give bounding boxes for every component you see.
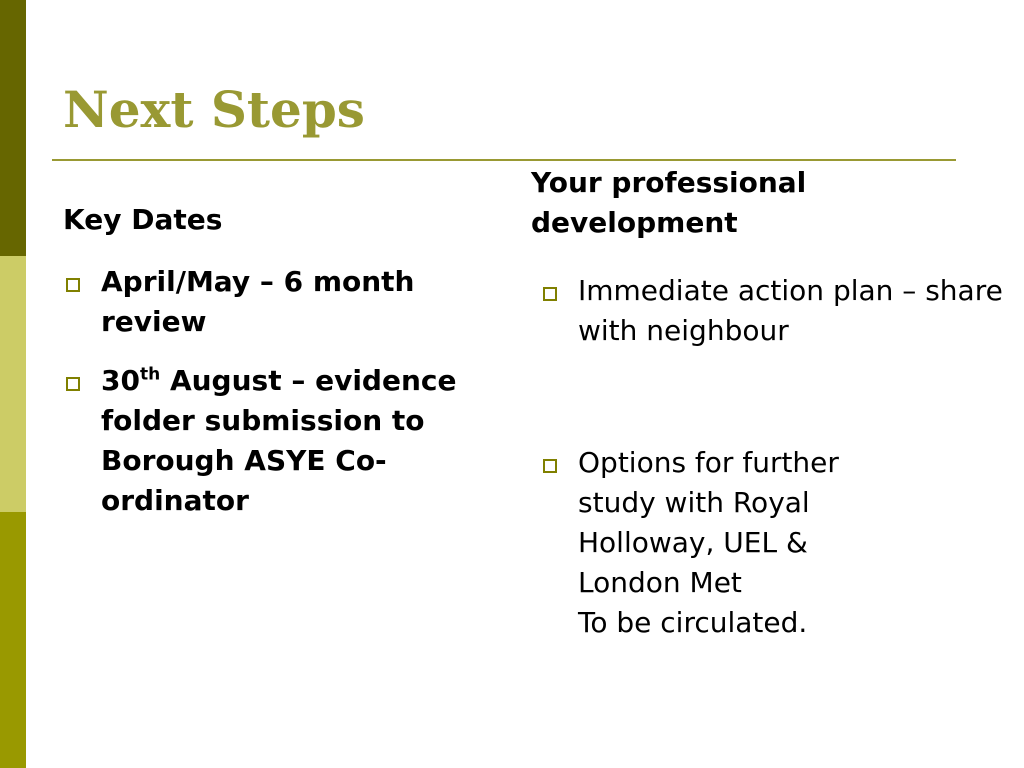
date-ordinal-suffix: th: [139, 364, 161, 385]
sidebar-middle-segment: [0, 256, 26, 512]
list-item-text-rest: August – evidence folder submission to Borough ASYE Co-ordinator: [101, 364, 457, 517]
key-dates-heading: Key Dates: [63, 203, 223, 236]
hollow-square-bullet-icon: [66, 377, 80, 391]
title-divider: [52, 159, 956, 161]
list-item-action-plan: [540, 271, 1024, 351]
professional-development-heading: Your professional development: [531, 166, 807, 239]
hollow-square-bullet-icon: [543, 459, 557, 473]
sidebar-top-segment: [0, 0, 26, 256]
list-item-text: Immediate action plan – share with neighbour: [578, 274, 1003, 347]
slide-title: Next Steps: [63, 80, 365, 139]
hollow-square-bullet-icon: [66, 278, 80, 292]
list-item-six-month-review: [63, 262, 463, 342]
date-day: 30: [101, 364, 140, 397]
list-item-further-study: [540, 443, 1024, 643]
key-dates-list: [63, 262, 463, 540]
hollow-square-bullet-icon: [543, 287, 557, 301]
list-item-text: [101, 364, 456, 517]
list-item-evidence-folder: [63, 361, 463, 521]
list-item-text: Options for further study with Royal Holloway, UEL & London Met: [578, 446, 839, 599]
list-item-note: To be circulated.: [578, 606, 808, 639]
sidebar-bottom-segment: [0, 512, 26, 768]
list-item-text: April/May – 6 month review: [101, 265, 415, 338]
